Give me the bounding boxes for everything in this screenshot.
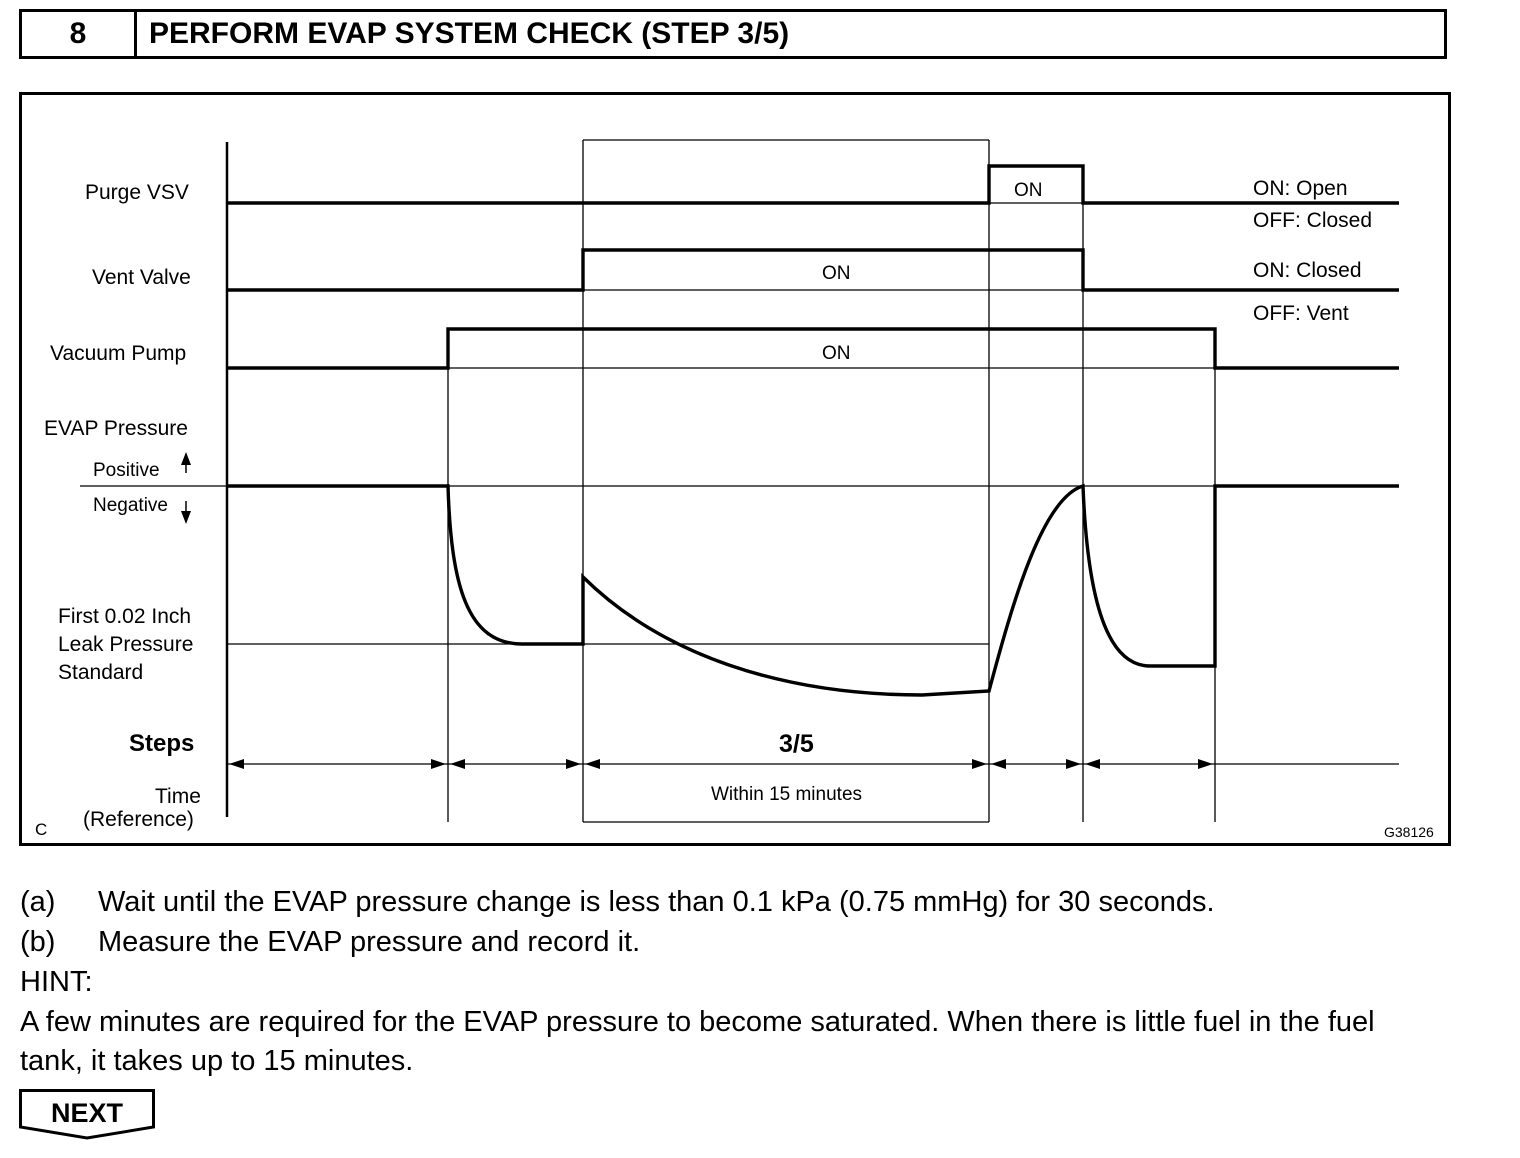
label-leak-std-1: First 0.02 Inch [58,605,192,628]
instruction-b-label: (b) [20,926,56,958]
step-number: 8 [22,12,137,56]
legend-purge-off: OFF: Closed [1253,209,1373,232]
step-title: PERFORM EVAP SYSTEM CHECK (STEP 3/5) [149,17,790,50]
label-leak-std-3: Standard [58,661,144,684]
label-steps: Steps [129,730,195,757]
label-leak-std-2: Leak Pressure [58,633,194,656]
label-negative: Negative [93,495,168,516]
next-button[interactable] [19,1089,159,1146]
label-reference: (Reference) [83,808,194,831]
instruction-b [20,925,640,959]
corner-letter: C [35,820,48,839]
instruction-b-text: Measure the EVAP pressure and record it. [98,926,641,958]
hint-line-1: A few minutes are required for the EVAP pressure to become saturated. When there is little fuel in the fuel [20,1006,1375,1038]
hint-line-2: tank, it takes up to 15 minutes. [20,1045,414,1077]
label-evap-pressure: EVAP Pressure [44,417,188,440]
instruction-a [20,885,1215,919]
label-purge-vsv: Purge VSV [85,181,189,204]
pump-on-label: ON [822,343,851,364]
label-vacuum-pump: Vacuum Pump [50,342,187,365]
figure-code: G38126 [1384,824,1434,840]
instruction-a-text: Wait until the EVAP pressure change is less than 0.1 kPa (0.75 mmHg) for 30 seconds. [98,886,1215,918]
hint-label: HINT: [20,966,93,998]
timing-chart-svg [22,95,1448,843]
vent-on-label: ON [822,263,851,284]
label-positive: Positive [93,460,160,481]
legend-purge-on: ON: Open [1253,177,1348,200]
step-header [19,9,1447,59]
step-label: 3/5 [779,730,814,758]
purge-vsv-trace [227,166,1399,203]
vacuum-pump-trace [227,329,1399,368]
legend-vent-on: ON: Closed [1253,259,1362,282]
label-vent-valve: Vent Valve [92,266,191,289]
arrow-down-icon [181,511,191,524]
legend-vent-off: OFF: Vent [1253,302,1349,325]
label-time: Time [155,785,201,808]
next-button-label: NEXT [50,1098,124,1128]
time-label: Within 15 minutes [711,784,863,805]
timing-diagram [19,92,1451,846]
instruction-a-label: (a) [20,886,56,918]
arrow-up-icon [181,452,191,465]
evap-pressure-trace [227,486,1399,695]
purge-on-label: ON [1014,180,1043,201]
vent-valve-trace [227,250,1399,290]
